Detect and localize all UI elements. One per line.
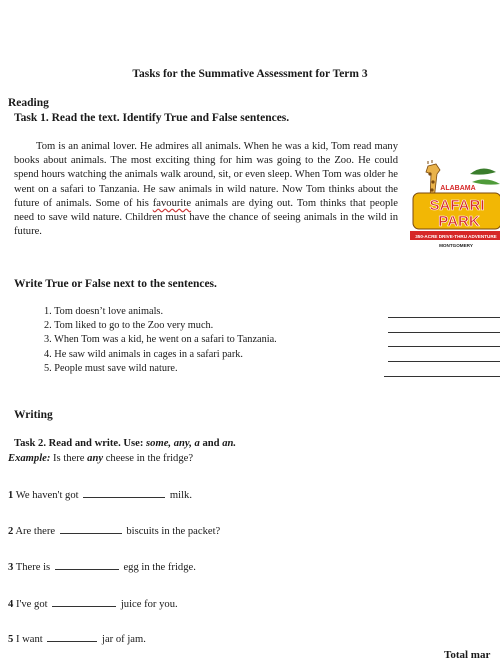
example-text-a: Is there	[50, 453, 88, 464]
answer-line-4[interactable]	[388, 361, 500, 362]
truefalse-instruction: Write True or False next to the sentences.	[14, 278, 217, 290]
exercise-item-1	[8, 488, 192, 501]
blank-field-5[interactable]	[47, 632, 97, 642]
example-label: Example:	[8, 453, 51, 464]
item-text-after: milk.	[167, 490, 192, 501]
example-text-b: cheese in the fridge?	[103, 453, 194, 464]
item-number: 4	[8, 599, 14, 610]
item-text-after: egg in the fridge.	[120, 562, 196, 573]
blank-field-1[interactable]	[83, 488, 165, 498]
list-item: 5. People must save wild nature.	[44, 362, 178, 374]
exercise-item-3	[8, 560, 196, 573]
logo-main-line2: PARK	[438, 213, 480, 230]
answer-line-1[interactable]	[388, 317, 500, 318]
item-text-before: We haven't got	[13, 490, 82, 501]
item-text-before: I've got	[13, 599, 51, 610]
answer-line-2[interactable]	[388, 332, 500, 333]
answer-line-5[interactable]	[384, 376, 500, 377]
list-item: 1. Tom doesn’t love animals.	[44, 306, 164, 317]
item-text-before: Are there	[13, 526, 58, 537]
item-text-before: I want	[13, 634, 46, 645]
writing-section-title: Writing	[14, 409, 53, 421]
task2-and: and	[199, 438, 223, 449]
example-word: any	[87, 453, 104, 464]
item-number: 3	[8, 562, 14, 573]
logo-top-text: ALABAMA	[440, 185, 476, 192]
blank-field-3[interactable]	[55, 560, 119, 570]
task2-words: some, any, a	[146, 438, 200, 449]
safari-park-logo	[410, 160, 500, 278]
item-text-after: biscuits in the packet?	[123, 526, 221, 537]
blank-field-4[interactable]	[52, 597, 116, 607]
exercise-item-2	[8, 524, 220, 537]
item-number: 1	[8, 490, 14, 501]
passage-text-a: Tom is an animal lover. He admires all animals. When he was a kid, Tom read many books about animals. The most exciting thing for him was going to the Zoo. He could spend hours watching the animals walk around, sit, or even sleep. When Tom was older he went on a safari to Tanzania. He saw animals in wild nature. Now Tom thinks about the future of animals. Some of his	[14, 141, 398, 209]
logo-bottom-text: MONTGOMERY	[439, 243, 473, 248]
task2-title	[14, 438, 236, 449]
exercise-item-5	[8, 632, 146, 645]
statement-list	[44, 305, 277, 376]
logo-ribbon-text: 350-ACRE DRIVE-THRU ADVENTURE	[415, 234, 497, 239]
list-item: 2. Tom liked to go to the Zoo very much.	[44, 320, 214, 332]
item-number: 5	[8, 634, 14, 645]
task2-an: an.	[222, 438, 237, 449]
reading-section-title: Reading	[8, 97, 49, 109]
item-text-after: jar of jam.	[99, 634, 146, 645]
task2-title-text: Task 2. Read and write. Use:	[14, 438, 147, 449]
example-line	[8, 453, 193, 464]
blank-field-2[interactable]	[60, 524, 122, 534]
list-item: 3. When Tom was a kid, he went on a safari to Tanzania.	[44, 334, 277, 346]
answer-line-3[interactable]	[388, 346, 500, 347]
passage-text-b: animals are dying out. Tom thinks that people need to save wild nature. Children must have the chance of seeing animals in the wild in future.	[14, 197, 398, 238]
task1-title: Task 1. Read the text. Identify True and False sentences.	[14, 112, 290, 124]
logo-main-line1: SAFARI	[429, 197, 485, 214]
passage-marked-word: favourite	[152, 197, 192, 209]
page-title: Tasks for the Summative Assessment for Term 3	[132, 68, 368, 80]
item-text-before: There is	[13, 562, 53, 573]
list-item: 4. He saw wild animals in cages in a safari park.	[44, 348, 244, 360]
item-number: 2	[8, 526, 14, 537]
reading-passage	[14, 140, 398, 239]
item-text-after: juice for you.	[118, 599, 178, 610]
exercise-item-4	[8, 597, 178, 610]
total-marks-label: Total mar	[444, 649, 491, 661]
